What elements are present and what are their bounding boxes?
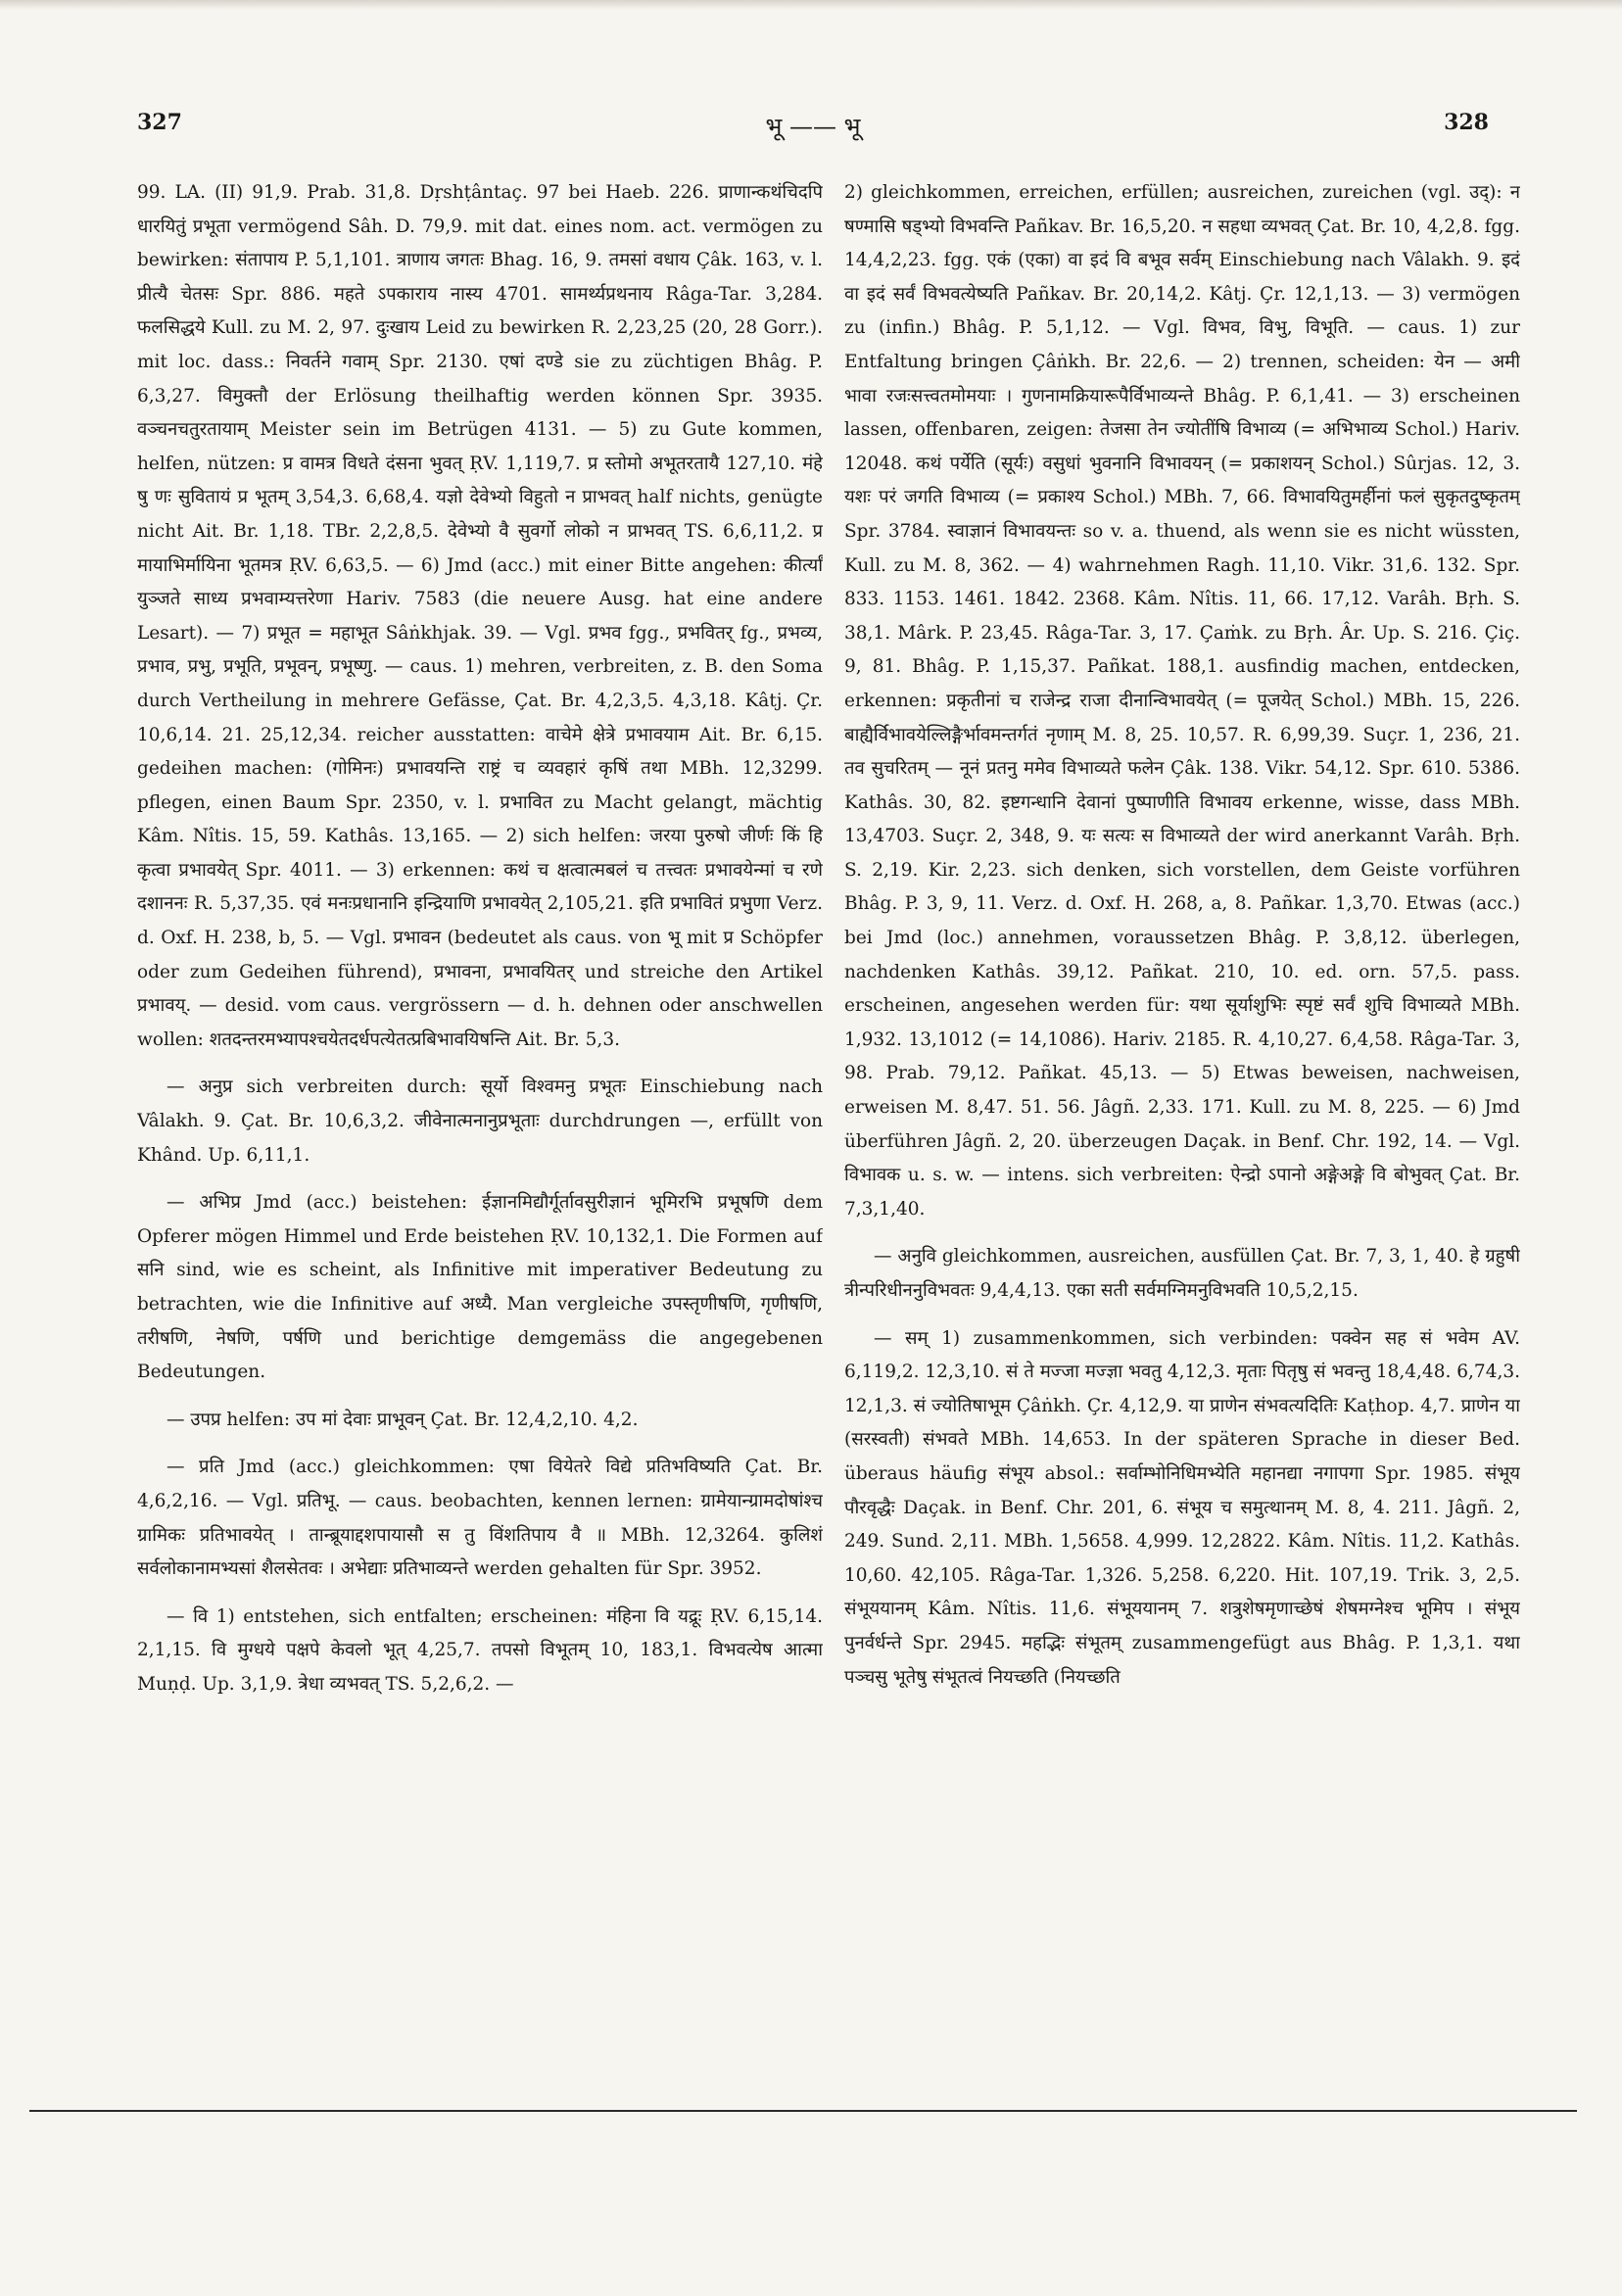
right-page-number: 328 — [1444, 110, 1489, 135]
footer-rule — [29, 2110, 1577, 2112]
running-headword: भू —— भू — [765, 113, 861, 140]
paragraph: — अनुवि gleichkommen, ausreichen, ausfüllen Çat. Br. 7, 3, 1, 40. हे ग्रहुषी त्रीन्परिधीननुविभवतः 9,4,4,13. एका सती सर्वमग्निमनुविभवति 10,5,2,15. — [844, 1246, 1520, 1301]
left-page-number: 327 — [137, 110, 182, 135]
page-header — [137, 110, 1489, 149]
paragraph: — अनुप्र sich verbreiten durch: सूर्यो विश्वमनु प्रभूतः Einschiebung nach Vâlakh. 9. Çat. Br. 10,6,3,2. जीवेनात्मनानुप्रभूताः durchdrungen —, erfüllt von Khând. Up. 6,11,1. — [137, 1076, 823, 1166]
paragraph: — वि 1) entstehen, sich entfalten; erscheinen: मंहिना वि यद्रूः ṚV. 6,15,14. 2,1,15. वि मुग्धये पक्षपे केवलो भूत् 4,25,7. तपसो विभूतम् 10, 183,1. विभवत्येष आत्मा Muṇḍ. Up. 3,1,9. त्रेधा व्यभवत् TS. 5,2,6,2. — — [137, 1605, 823, 1695]
paragraph: — प्रति Jmd (acc.) gleichkommen: एषा वियेतरे विद्ये प्रतिभविष्यति Çat. Br. 4,6,2,16. — Vgl. प्रतिभू. — caus. beobachten, kennen lernen: ग्रामेयान्ग्रामदोषांश्च ग्रामिकः प्रतिभावयेत् । तान्ब्रूयाद्दशपायासौ स तु विंशतिपाय वै ॥ MBh. 12,3264. कुलिशं सर्वलोकानामभ्यसां शैलसेतवः । अभेद्याः प्रतिभाव्यन्ते werden gehalten für Spr. 3952. — [137, 1457, 823, 1580]
paragraph: — उपप्र helfen: उप मां देवाः प्राभूवन् Çat. Br. 12,4,2,10. 4,2. — [167, 1409, 639, 1430]
paragraph: — अभिप्र Jmd (acc.) beistehen: ईज्ञानमिद्यौर्गूर्तावसुरीज्ञानं भूमिरभि प्रभूषणि dem Opferer mögen Himmel und Erde beistehen ṚV. 10,132,1. Die Formen auf सनि sind, wie es scheint, als Infinitive mit imperativer Bedeutung zu betrachten, wie die Infinitive auf अध्यै. Man vergleiche उपस्तृणीषणि, गृणीषणि, तरीषणि, नेषणि, पर्षणि und berichtige demgemäss die angegebenen Bedeutungen. — [137, 1192, 823, 1383]
right-column — [844, 176, 1520, 1969]
paragraph: — सम् 1) zusammenkommen, sich verbinden: पक्वेन सह सं भवेम AV. 6,119,2. 12,3,10. सं ते मज्जा मज्ज्ञा भवतु 4,12,3. मृताः पितृषु सं भवन्तु 18,4,48. 6,74,3. 12,1,3. सं ज्योतिषाभूम Çâṅkh. Çr. 4,12,9. या प्राणेन संभवत्यदितिः Kaṭhop. 4,7. प्राणेन या (सरस्वती) संभवते MBh. 14,653. In der späteren Sprache in dieser Bed. überaus häufig संभूय absol.: सर्वाम्भोनिधिमभ्येति महानद्या नगापगा Spr. 1985. संभूय पौरवृद्धैः Daçak. in Benf. Chr. 201, 6. संभूय च समुत्थानम् M. 8, 4. 211. Jâgñ. 2, 249. Sund. 2,11. MBh. 1,5658. 4,999. 12,2822. Kâm. Nîtis. 11,2. Kathâs. 10,60. 42,105. Râga-Tar. 1,326. 5,258. 6,220. Hit. 107,19. Trik. 3, 2,5. संभूययानम् Kâm. Nîtis. 11,6. संभूययानम् 7. शत्रुशेषमृणाच्छेषं शेषमग्नेश्च भूमिप । संभूय पुनर्वर्धन्ते Spr. 2945. महद्भिः संभूतम् zusammengefügt aus Bhâg. P. 1,3,1. यथा पञ्चसु भूतेषु संभूतत्वं नियच्छति (नियच्छति — [844, 1327, 1520, 1688]
page-top-edge — [0, 0, 1622, 10]
left-column — [137, 176, 823, 1969]
paragraph: 99. LA. (II) 91,9. Prab. 31,8. Dṛshṭântaç. 97 bei Haeb. 226. प्राणान्कथंचिदपि धारयितुं प्रभूता vermögend Sâh. D. 79,9. mit dat. eines nom. act. vermögen zu bewirken: संतापाय P. 5,1,101. त्राणाय जगतः Bhag. 16, 9. तमसां वधाय Çâk. 163, v. l. प्रीत्यै चेतसः Spr. 886. महते ऽपकाराय नास्य 4701. सामर्थ्यप्रथनाय Râga-Tar. 3,284. फलसिद्धये Kull. zu M. 2, 97. दुःखाय Leid zu bewirken R. 2,23,25 (20, 28 Gorr.). mit loc. dass.: निवर्तने गवाम् Spr. 2130. एषां दण्डे sie zu züchtigen Bhâg. P. 6,3,27. विमुक्तौ der Erlösung theilhaftig werden können Spr. 3935. वञ्चनचतुरतायाम् Meister sein im Betrügen 4131. — 5) zu Gute kommen, helfen, nützen: प्र वामत्र विधते दंसना भुवत् ṚV. 1,119,7. प्र स्तोमो अभूतरतायै 127,10. मंहे षु णः सुवितायं प्र भूतम् 3,54,3. 6,68,4. यज्ञो देवेभ्यो विहुतो न प्राभवत् half nichts, genügte nicht Ait. Br. 1,18. TBr. 2,2,8,5. देवेभ्यो वै सुवर्गो लोको न प्राभवत् TS. 6,6,11,2. प्र मायाभिर्मायिना भूतमत्र ṚV. 6,63,5. — 6) Jmd (acc.) mit einer Bitte angehen: कीर्त्यां युञ्जते साध्य प्रभवाम्यत्तरेणा Hariv. 7583 (die neuere Ausg. hat eine andere Lesart). — 7) प्रभूत = महाभूत Sâṅkhjak. 39. — Vgl. प्रभव fgg., प्रभवितर् fg., प्रभव्य, प्रभाव, प्रभु, प्रभूति, प्रभूवन्, प्रभूष्णु. — caus. 1) mehren, verbreiten, z. B. den Soma durch Vertheilung in mehrere Gefässe, Çat. Br. 4,2,3,5. 4,3,18. Kâtj. Çr. 10,6,14. 21. 25,12,34. reicher ausstatten: वाचेमे क्षेत्रे प्रभावयाम Ait. Br. 6,15. gedeihen machen: (गोमिनः) प्रभावयन्ति राष्ट्रं च व्यवहारं कृषिं तथा MBh. 12,3299. pflegen, einen Baum Spr. 2350, v. l. प्रभावित zu Macht gelangt, mächtig Kâm. Nîtis. 15, 59. Kathâs. 13,165. — 2) sich helfen: जरया पुरुषो जीर्णः किं हि कृत्वा प्रभावयेत् Spr. 4011. — 3) erkennen: कथं च क्षत्वात्मबलं च तत्त्वतः प्रभावयेन्मां च रणे दशाननः R. 5,37,35. एवं मनःप्रधानानि इन्द्रियाणि प्रभावयेत् 2,105,21. इति प्रभावितं प्रभुणा Verz. d. Oxf. H. 238, b, 5. — Vgl. प्रभावन (bedeutet als caus. von भू mit प्र Schöpfer oder zum Gedeihen führend), प्रभावना, प्रभावयितर् und streiche den Artikel प्रभावय्. — desid. vom caus. vergrössern — d. h. dehnen oder anschwellen wollen: शतदन्तरमभ्यापश्चयेतदर्धपत्येतत्प्रबिभावयिषन्ति Ait. Br. 5,3. — [137, 182, 823, 1050]
paragraph: 2) gleichkommen, erreichen, erfüllen; ausreichen, zureichen (vgl. उद्): न षण्मासि षड्भ्यो विभवन्ति Pañkav. Br. 16,5,20. न सहधा व्यभवत् Çat. Br. 10, 4,2,8. fgg. 14,4,2,23. fgg. एकं (एका) वा इदं वि बभूव सर्वम् Einschiebung nach Vâlakh. 9. इदं वा इदं सर्वं विभवत्येष्यति Pañkav. Br. 20,14,2. Kâtj. Çr. 12,1,13. — 3) vermögen zu (infin.) Bhâg. P. 5,1,12. — Vgl. विभव, विभु, विभूति. — caus. 1) zur Entfaltung bringen Çâṅkh. Br. 22,6. — 2) trennen, scheiden: येन — अमी भावा रजःसत्त्वतमोमयाः । गुणनामक्रियारूपैर्विभाव्यन्ते Bhâg. P. 6,1,41. — 3) erscheinen lassen, offenbaren, zeigen: तेजसा तेन ज्योतींषि विभाव्य (= अभिभाव्य Schol.) Hariv. 12048. कथं पर्येति (सूर्यः) वसुधां भुवनानि विभावयन् (= प्रकाशयन् Schol.) Sûrjas. 12, 3. यशः परं जगति विभाव्य (= प्रकाश्य Schol.) MBh. 7, 66. विभावयितुमर्हीनां फलं सुकृतदुष्कृतम् Spr. 3784. स्वाज्ञानं विभावयन्तः so v. a. thuend, als wenn sie es nicht wüssten, Kull. zu M. 8, 362. — 4) wahrnehmen Ragh. 11,10. Vikr. 31,6. 132. Spr. 833. 1153. 1461. 1842. 2368. Kâm. Nîtis. 11, 66. 17,12. Varâh. Bṛh. S. 38,1. Mârk. P. 23,45. Râga-Tar. 3, 17. Çaṁk. zu Bṛh. Âr. Up. S. 216. Çiç. 9, 81. Bhâg. P. 1,15,37. Pañkat. 188,1. ausfindig machen, entdecken, erkennen: प्रकृतीनां च राजेन्द्र राजा दीनान्विभावयेत् (= पूजयेत् Schol.) MBh. 15, 226. बाह्यैर्विभावयेल्लिङ्गैर्भावमन्तर्गतं नृणाम् M. 8, 25. 10,57. R. 6,99,39. Suçr. 1, 236, 21. तव सुचरितम् — नूनं प्रतनु ममेव विभाव्यते फलेन Çâk. 138. Vikr. 54,12. Spr. 610. 5386. Kathâs. 30, 82. इष्टगन्धानि देवानां पुष्पाणीति विभावय erkenne, wisse, dass MBh. 13,4703. Suçr. 2, 348, 9. यः सत्यः स विभाव्यते der wird anerkannt Varâh. Bṛh. S. 2,19. Kir. 2,23. sich denken, sich vorstellen, dem Geiste vorführen Bhâg. P. 3, 9, 11. Verz. d. Oxf. H. 268, a, 8. Pañkar. 1,3,70. Etwas (acc.) bei Jmd (loc.) annehmen, voraussetzen Bhâg. P. 3,8,12. überlegen, nachdenken Kathâs. 39,12. Pañkat. 210, 10. ed. orn. 57,5. pass. erscheinen, angesehen werden für: यथा सूर्याशुभिः स्पृष्टं सर्वं शुचि विभाव्यते MBh. 1,932. 13,1012 (= 14,1086). Hariv. 2185. R. 4,10,27. 6,4,58. Râga-Tar. 3, 98. Prab. 79,12. Pañkat. 45,13. — 5) Etwas beweisen, nachweisen, erweisen M. 8,47. 51. 56. Jâgñ. 2,33. 171. Kull. zu M. 8, 225. — 6) Jmd überführen Jâgñ. 2, 20. überzeugen Daçak. in Benf. Chr. 192, 14. — Vgl. विभावक u. s. w. — intens. sich verbreiten: ऐन्द्रो ऽपानो अङ्गेअङ्गे वि बोभुवत् Çat. Br. 7,3,1,40. — [844, 182, 1520, 1220]
